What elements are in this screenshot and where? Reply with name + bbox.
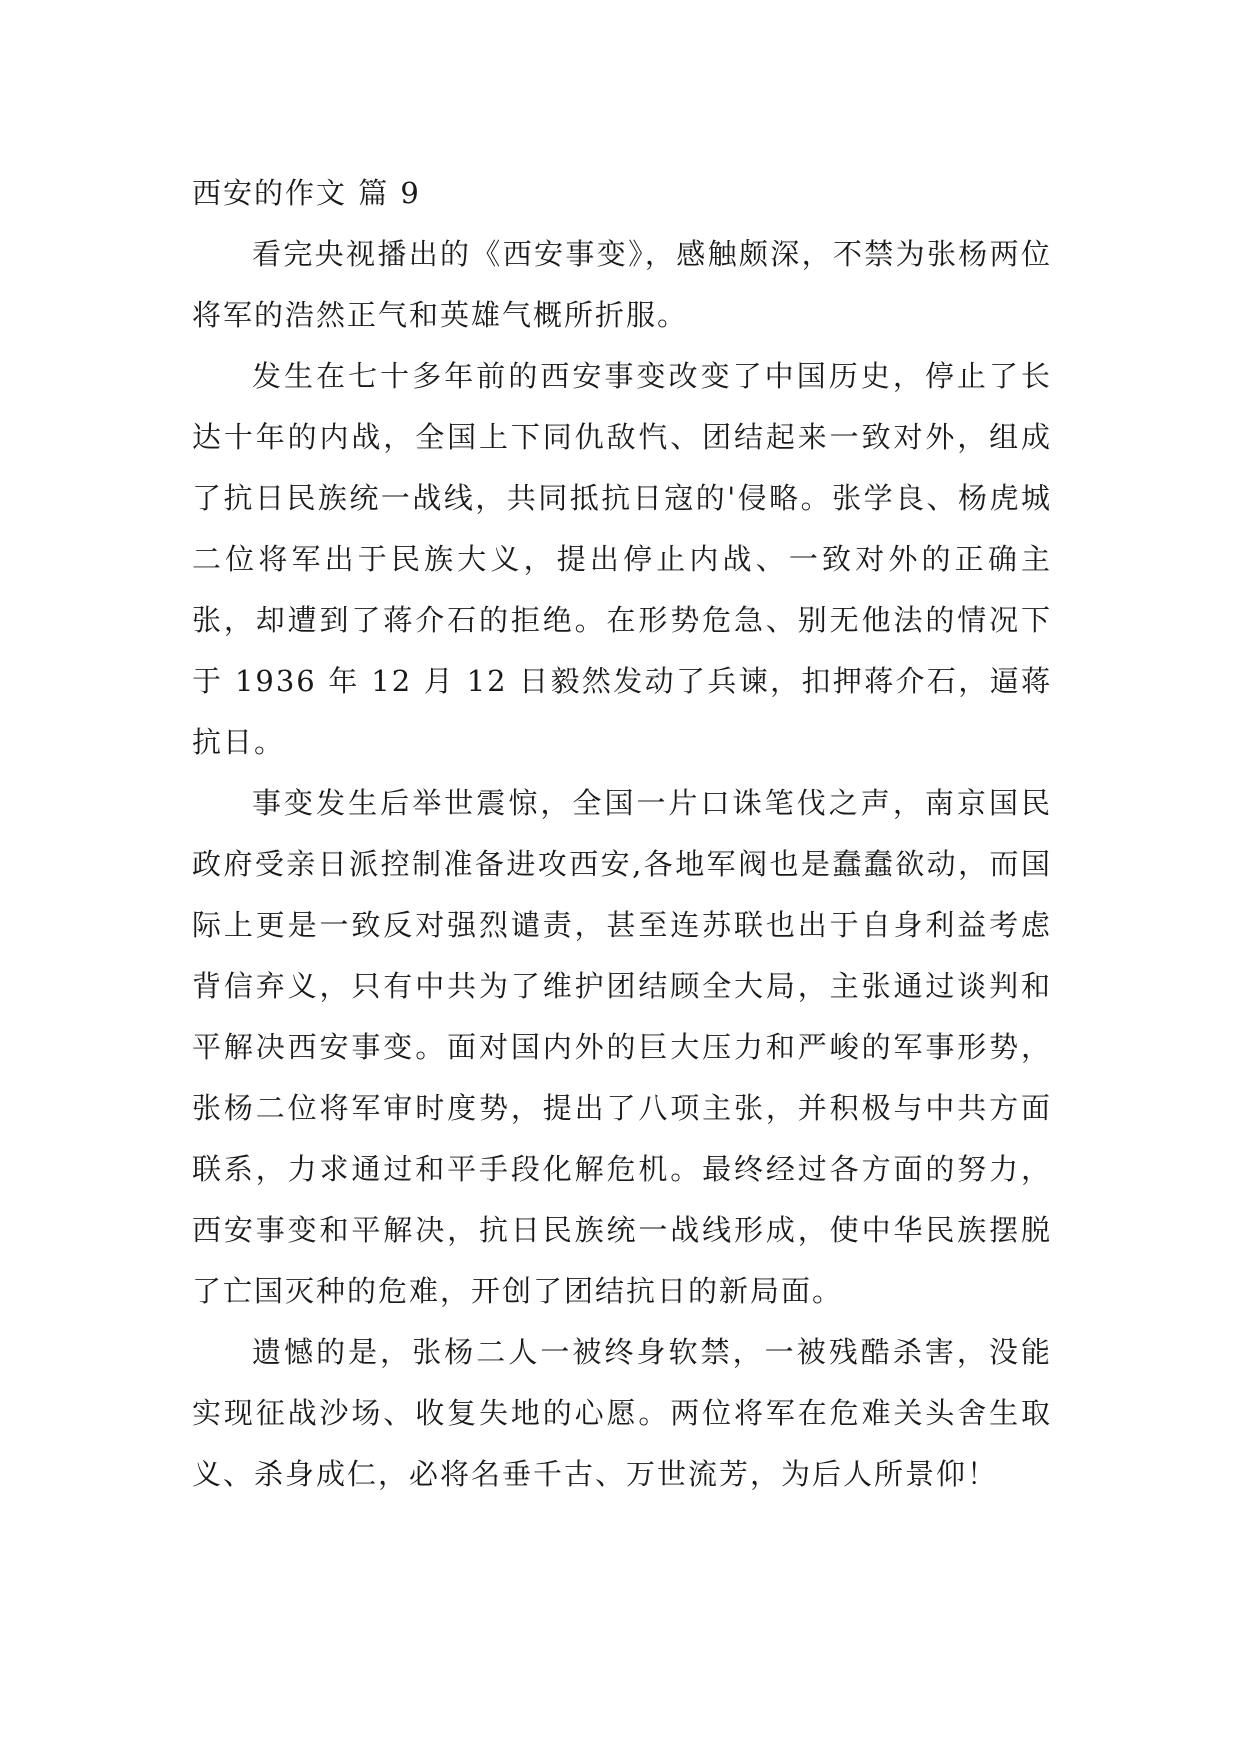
paragraph-3: 事变发生后举世震惊，全国一片口诛笔伐之声，南京国民政府受亲日派控制准备进攻西安,各地军阀也是蠢蠢欲动，而国际上更是一致反对强烈谴责，甚至连苏联也出于自身利益考虑背信弃义，只有中共为了维护团结顾全大局，主张通过谈判和平解决西安事变。面对国内外的巨大压力和严峻的军事形势，张杨二位将军审时度势，提出了八项主张，并积极与中共方面联系，力求通过和平手段化解危机。最终经过各方面的努力，西安事变和平解决，抗日民族统一战线形成，使中华民族摆脱了亡国灭种的危难，开创了团结抗日的新局面。 bbox=[192, 786, 1052, 1308]
paragraph-4: 遗憾的是，张杨二人一被终身软禁，一被残酷杀害，没能实现征战沙场、收复失地的心愿。两位将军在危难关头舍生取义、杀身成仁，必将名垂千古、万世流芳，为后人所景仰！ bbox=[192, 1335, 1052, 1491]
paragraph-2: 发生在七十多年前的西安事变改变了中国历史，停止了长达十年的内战，全国上下同仇敌忾、团结起来一致对外，组成了抗日民族统一战线，共同抵抗日寇的'侵略。张学良、杨虎城二位将军出于民族大义，提出停止内战、一致对外的正确主张，却遭到了蒋介石的拒绝。在形势危急、别无他法的情况下于 1936 年 12 月 12 日毅然发动了兵谏，扣押蒋介石，逼蒋抗日。 bbox=[192, 359, 1052, 759]
document-body bbox=[192, 163, 1052, 1505]
paragraph-1: 看完央视播出的《西安事变》，感触颇深，不禁为张杨两位将军的浩然正气和英雄气概所折服。 bbox=[192, 237, 1052, 332]
document-title: 西安的作文 篇 9 bbox=[192, 176, 421, 210]
